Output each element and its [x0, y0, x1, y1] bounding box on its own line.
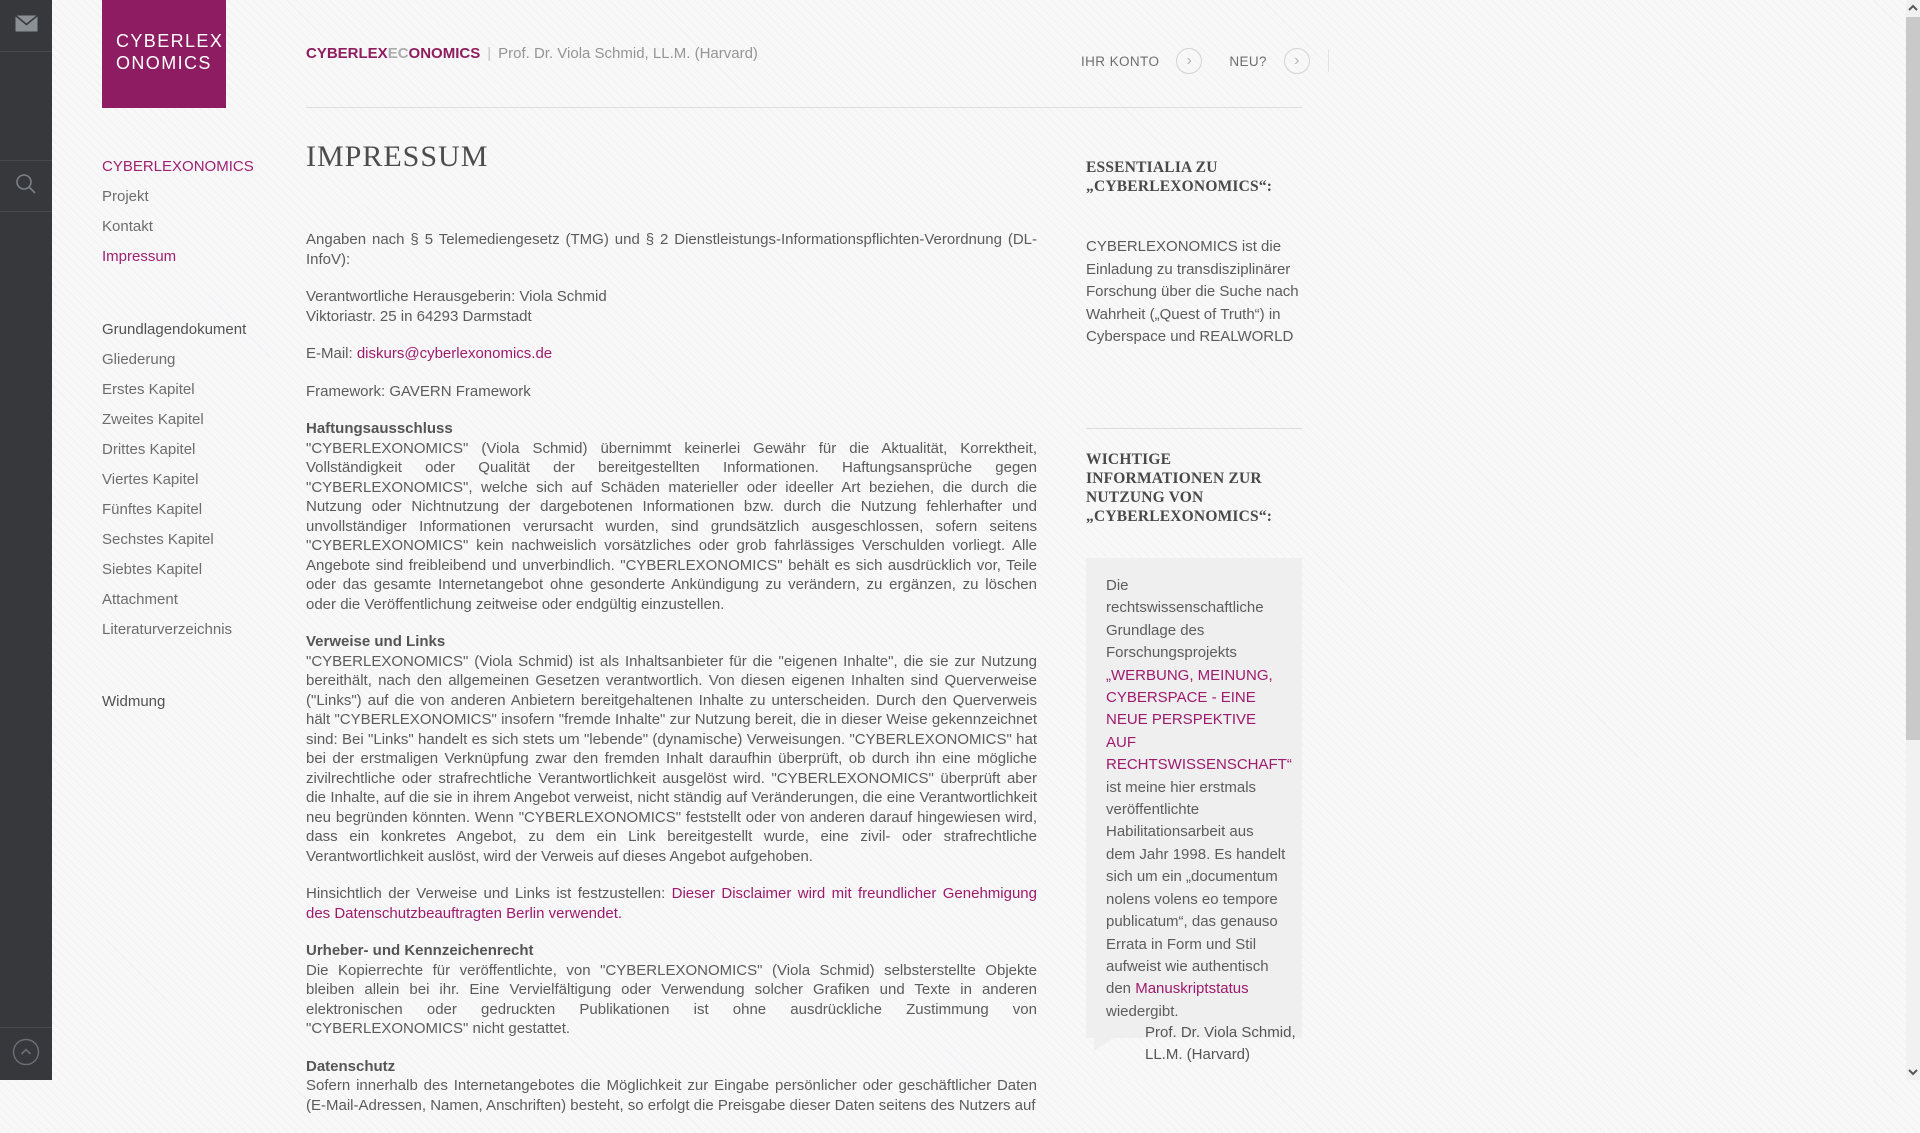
quote-text: wiedergibt. — [1106, 1002, 1179, 1020]
sidebar-nav — [102, 152, 298, 717]
chevron-right-icon: › — [1294, 52, 1300, 69]
essentialia-body: CYBERLEXONOMICS ist die Einladung zu transdisziplinärer Forschung über die Suche nach Wahrheit („Quest of Truth“) in Cyberspace und REALWORLD — [1086, 238, 1299, 345]
scrollbar[interactable] — [1906, 0, 1920, 1080]
account-arrow-button[interactable] — [1176, 48, 1202, 74]
nav-group-widmung — [102, 687, 298, 717]
chevron-right-icon: › — [1186, 52, 1193, 69]
mail-button[interactable] — [0, 0, 52, 51]
sidebar-item-kontakt[interactable]: Kontakt — [102, 218, 153, 235]
sidebar-item-projekt[interactable]: Projekt — [102, 188, 149, 205]
section-body: Sofern innerhalb des Internetangebotes die Möglichkeit zur Eingabe persönlicher oder geschäftlicher Daten (E-Mail-Adressen, Namen, Anschriften) besteht, so erfolgt die Preisgabe dieser Daten seitens des Nutzers auf — [306, 1077, 1037, 1114]
mail-icon — [15, 15, 38, 37]
section-heading: Urheber- und Kennzeichenrecht — [306, 942, 534, 959]
publisher-line1: Verantwortliche Herausgeberin: Viola Schmid — [306, 288, 607, 305]
sidebar-item-cyberlexonomics[interactable]: CYBERLEXONOMICS — [102, 158, 254, 175]
disclaimer-line — [306, 884, 1037, 923]
sidebar-item-literaturverzeichnis[interactable]: Literaturverzeichnis — [102, 621, 233, 638]
scroll-to-top-button[interactable] — [0, 1028, 52, 1080]
essentialia-heading: ESSENTIALIA ZU „CYBERLEXONOMICS“: — [1086, 159, 1273, 195]
section-heading: Verweise und Links — [306, 633, 446, 650]
section-body: "CYBERLEXONOMICS" (Viola Schmid) übernimmt keinerlei Gewähr für die Aktualität, Korrektheit, Vollständigkeit oder Qualität der bereitgestellten Informationen. Haftungsansprüche gegen "CYBERLEXONOMICS", welche sich auf Schäden materieller oder ideeller Art beziehen, die durch die Nutzung oder Nichtnutzung der dargebotenen Informationen bzw. durch die Nutzung fehlerhafter und unvollständiger Informationen verursacht wurden, sind grundsätzlich ausgeschlossen, sofern seitens "CYBERLEXONOMICS" kein nachweislich vorsätzliches oder grob fahrlässiges Verschulden vorliegt. Alle Angebote sind freibleibend und unverbindlich. "CYBERLEXONOMICS" behält es sich ausdrücklich vor, Teile oder das gesamte Internetangebot ohne gesonderte Ankündigung zu verändern, zu ergänzen, zu löschen oder die Veröffentlichung zeitweise oder endgültig einzustellen. — [306, 439, 1037, 613]
habilitation-link[interactable]: „WERBUNG, MEINUNG, CYBERSPACE - EINE NEUE PERSPEKTIVE AUF RECHTSWISSENSCHAFT“ — [1106, 666, 1292, 774]
email-label: E-Mail: — [306, 345, 357, 362]
framework-line: Framework: GAVERN Framework — [306, 382, 531, 400]
nav-group-dokument — [102, 315, 298, 645]
section-verweise-und-links — [306, 632, 1037, 866]
section-heading: Haftungsausschluss — [306, 420, 453, 437]
rail-divider — [0, 211, 52, 212]
search-icon — [15, 173, 37, 200]
account-controls — [1081, 48, 1329, 74]
sidebar-item-impressum[interactable]: Impressum — [102, 248, 177, 265]
scrollbar-down-button[interactable] — [1906, 1064, 1920, 1080]
quote-attribution — [1145, 1022, 1305, 1065]
account-link[interactable]: IHR KONTO — [1081, 53, 1160, 69]
breadcrumb-separator: | — [487, 45, 492, 62]
impressum-intro: Angaben nach § 5 Telemediengesetz (TMG) und § 2 Dienstleistungs-Informationspflichten-Verordnung (DL-InfoV): — [306, 231, 1037, 268]
sidebar-item-sechstes-kapitel[interactable]: Sechstes Kapitel — [102, 531, 214, 548]
wichtige-informationen-heading: WICHTIGE INFORMATIONEN ZUR NUTZUNG VON „CYBERLEXONOMICS“: — [1086, 451, 1273, 525]
scrollbar-up-button[interactable] — [1906, 0, 1920, 16]
email-link[interactable]: diskurs@cyberlexonomics.de — [356, 345, 553, 362]
chevron-up-icon — [1908, 1, 1918, 15]
sidebar-item-grundlagendokument[interactable]: Grundlagendokument — [102, 321, 247, 338]
email-line — [306, 344, 1037, 364]
scroll-to-top-icon — [12, 1038, 40, 1071]
aside-rule — [1086, 428, 1302, 429]
quote-box — [1086, 558, 1302, 1038]
sidebar-item-attachment[interactable]: Attachment — [102, 591, 178, 608]
register-link[interactable]: NEU? — [1229, 53, 1267, 69]
header-rule — [306, 107, 1302, 108]
breadcrumb-brand-left[interactable]: CYBERLEX — [306, 45, 388, 62]
quote-text: Die rechtswissenschaftliche Grundlage des Forschungsprojekts — [1106, 577, 1264, 662]
sidebar-item-viertes-kapitel[interactable]: Viertes Kapitel — [102, 471, 199, 488]
search-button[interactable] — [0, 161, 52, 211]
site-logo[interactable] — [102, 0, 226, 108]
section-body: Die Kopierrechte für veröffentlichte, von "CYBERLEXONOMICS" (Viola Schmid) selbsterstellte Objekte bleiben allein bei ihr. Eine Vervielfältigung oder Verwendung solcher Grafiken und Texte in anderen elektronischen oder gedruckten Publikationen ist ohne ausdrückliche Zustimmung von "CYBERLEXONOMICS" nicht gestattet. — [306, 961, 1037, 1037]
attribution-line2: LL.M. (Harvard) — [1145, 1045, 1251, 1063]
section-body: "CYBERLEXONOMICS" (Viola Schmid) ist als Inhaltsanbieter für die "eigenen Inhalte", die sie zur Nutzung bereithält, nach den allgemeinen Gesetzen verantwortlich. Von diesen eigenen Inhalten sind Querverweise ("Links") auf die von anderen Anbietern bereitgehaltenen Inhalte zu unterscheiden. Durch den Querverweis hält "CYBERLEXONOMICS" insofern "fremde Inhalte" zur Nutzung bereit, die in dieser Weise gekennzeichnet sind: Bei "Links" handelt es sich stets um "lebende" (dynamische) Verweisungen. "CYBERLEXONOMICS" hat bei der erstmaligen Verknüpfung zwar den fremden Inhalt daraufhin überprüft, ob durch ihn eine mögliche zivilrechtliche oder strafrechtliche Verantwortlichkeit ausgelöst wird. "CYBERLEXONOMICS" überprüft aber die Inhalte, auf die sie in ihrem Angebot verweist, nicht ständig auf Veränderungen, die eine Verantwortlichkeit neu begründen könnten. Wenn "CYBERLEXONOMICS" feststellt oder von anderen darauf hingewiesen wird, dass ein konkretes Angebot, zu dem ein Link bereitgestellt wurde, eine zivil- oder strafrechtliche Verantwortlichkeit auslöst, wird der Verweis auf dieses Angebot aufgehoben. — [306, 652, 1037, 865]
register-arrow-button[interactable] — [1284, 48, 1310, 74]
sidebar-item-zweites-kapitel[interactable]: Zweites Kapitel — [102, 411, 204, 428]
section-datenschutz — [306, 1057, 1037, 1116]
sidebar-item-fuenftes-kapitel[interactable]: Fünftes Kapitel — [102, 501, 203, 518]
sidebar-item-erstes-kapitel[interactable]: Erstes Kapitel — [102, 381, 195, 398]
section-urheberrecht — [306, 941, 1037, 1039]
sidebar-item-gliederung[interactable]: Gliederung — [102, 351, 176, 368]
attribution-line1: Prof. Dr. Viola Schmid, — [1145, 1024, 1296, 1041]
nav-group-site — [102, 152, 298, 272]
account-divider — [1328, 50, 1329, 72]
manuskriptstatus-link[interactable]: Manuskriptstatus — [1135, 980, 1249, 998]
scrollbar-thumb[interactable] — [1906, 17, 1920, 740]
sidebar-item-drittes-kapitel[interactable]: Drittes Kapitel — [102, 441, 196, 458]
rail-divider — [0, 51, 52, 52]
quote-text: ist meine hier erstmals veröffentlichte Habilitationsarbeit aus dem Jahr 1998. Es handelt sich um ein „documentum nolens volens eo tempore publicatum“, das genauso Errata in Form und Stil aufweist wie authentisch den — [1106, 778, 1286, 998]
breadcrumb-brand-mid: EC — [387, 45, 409, 62]
breadcrumb-subtitle: Prof. Dr. Viola Schmid, LL.M. (Harvard) — [498, 45, 758, 62]
sidebar-item-siebtes-kapitel[interactable]: Siebtes Kapitel — [102, 561, 203, 578]
section-haftungsausschluss — [306, 419, 1037, 614]
breadcrumb-brand-right[interactable]: ONOMICS — [408, 45, 481, 62]
site-logo-text: CYBERLEX ONOMICS — [116, 31, 224, 73]
disclaimer-link[interactable]: Dieser Disclaimer wird mit freundlicher Genehmigung des Datenschutzbeauftragten Berlin verwendet. — [306, 885, 1037, 922]
breadcrumb — [306, 45, 758, 62]
section-heading: Datenschutz — [306, 1057, 396, 1075]
icon-rail — [0, 0, 52, 1080]
disclaimer-prefix: Hinsichtlich der Verweise und Links ist festzustellen: — [306, 885, 672, 902]
publisher-line2: Viktoriastr. 25 in 64293 Darmstadt — [306, 307, 532, 325]
chevron-down-icon — [1908, 1065, 1918, 1079]
sidebar-item-widmung[interactable]: Widmung — [102, 693, 166, 710]
publisher-info — [306, 287, 1037, 326]
main-content — [306, 140, 1037, 1133]
page-title: IMPRESSUM — [306, 140, 489, 173]
